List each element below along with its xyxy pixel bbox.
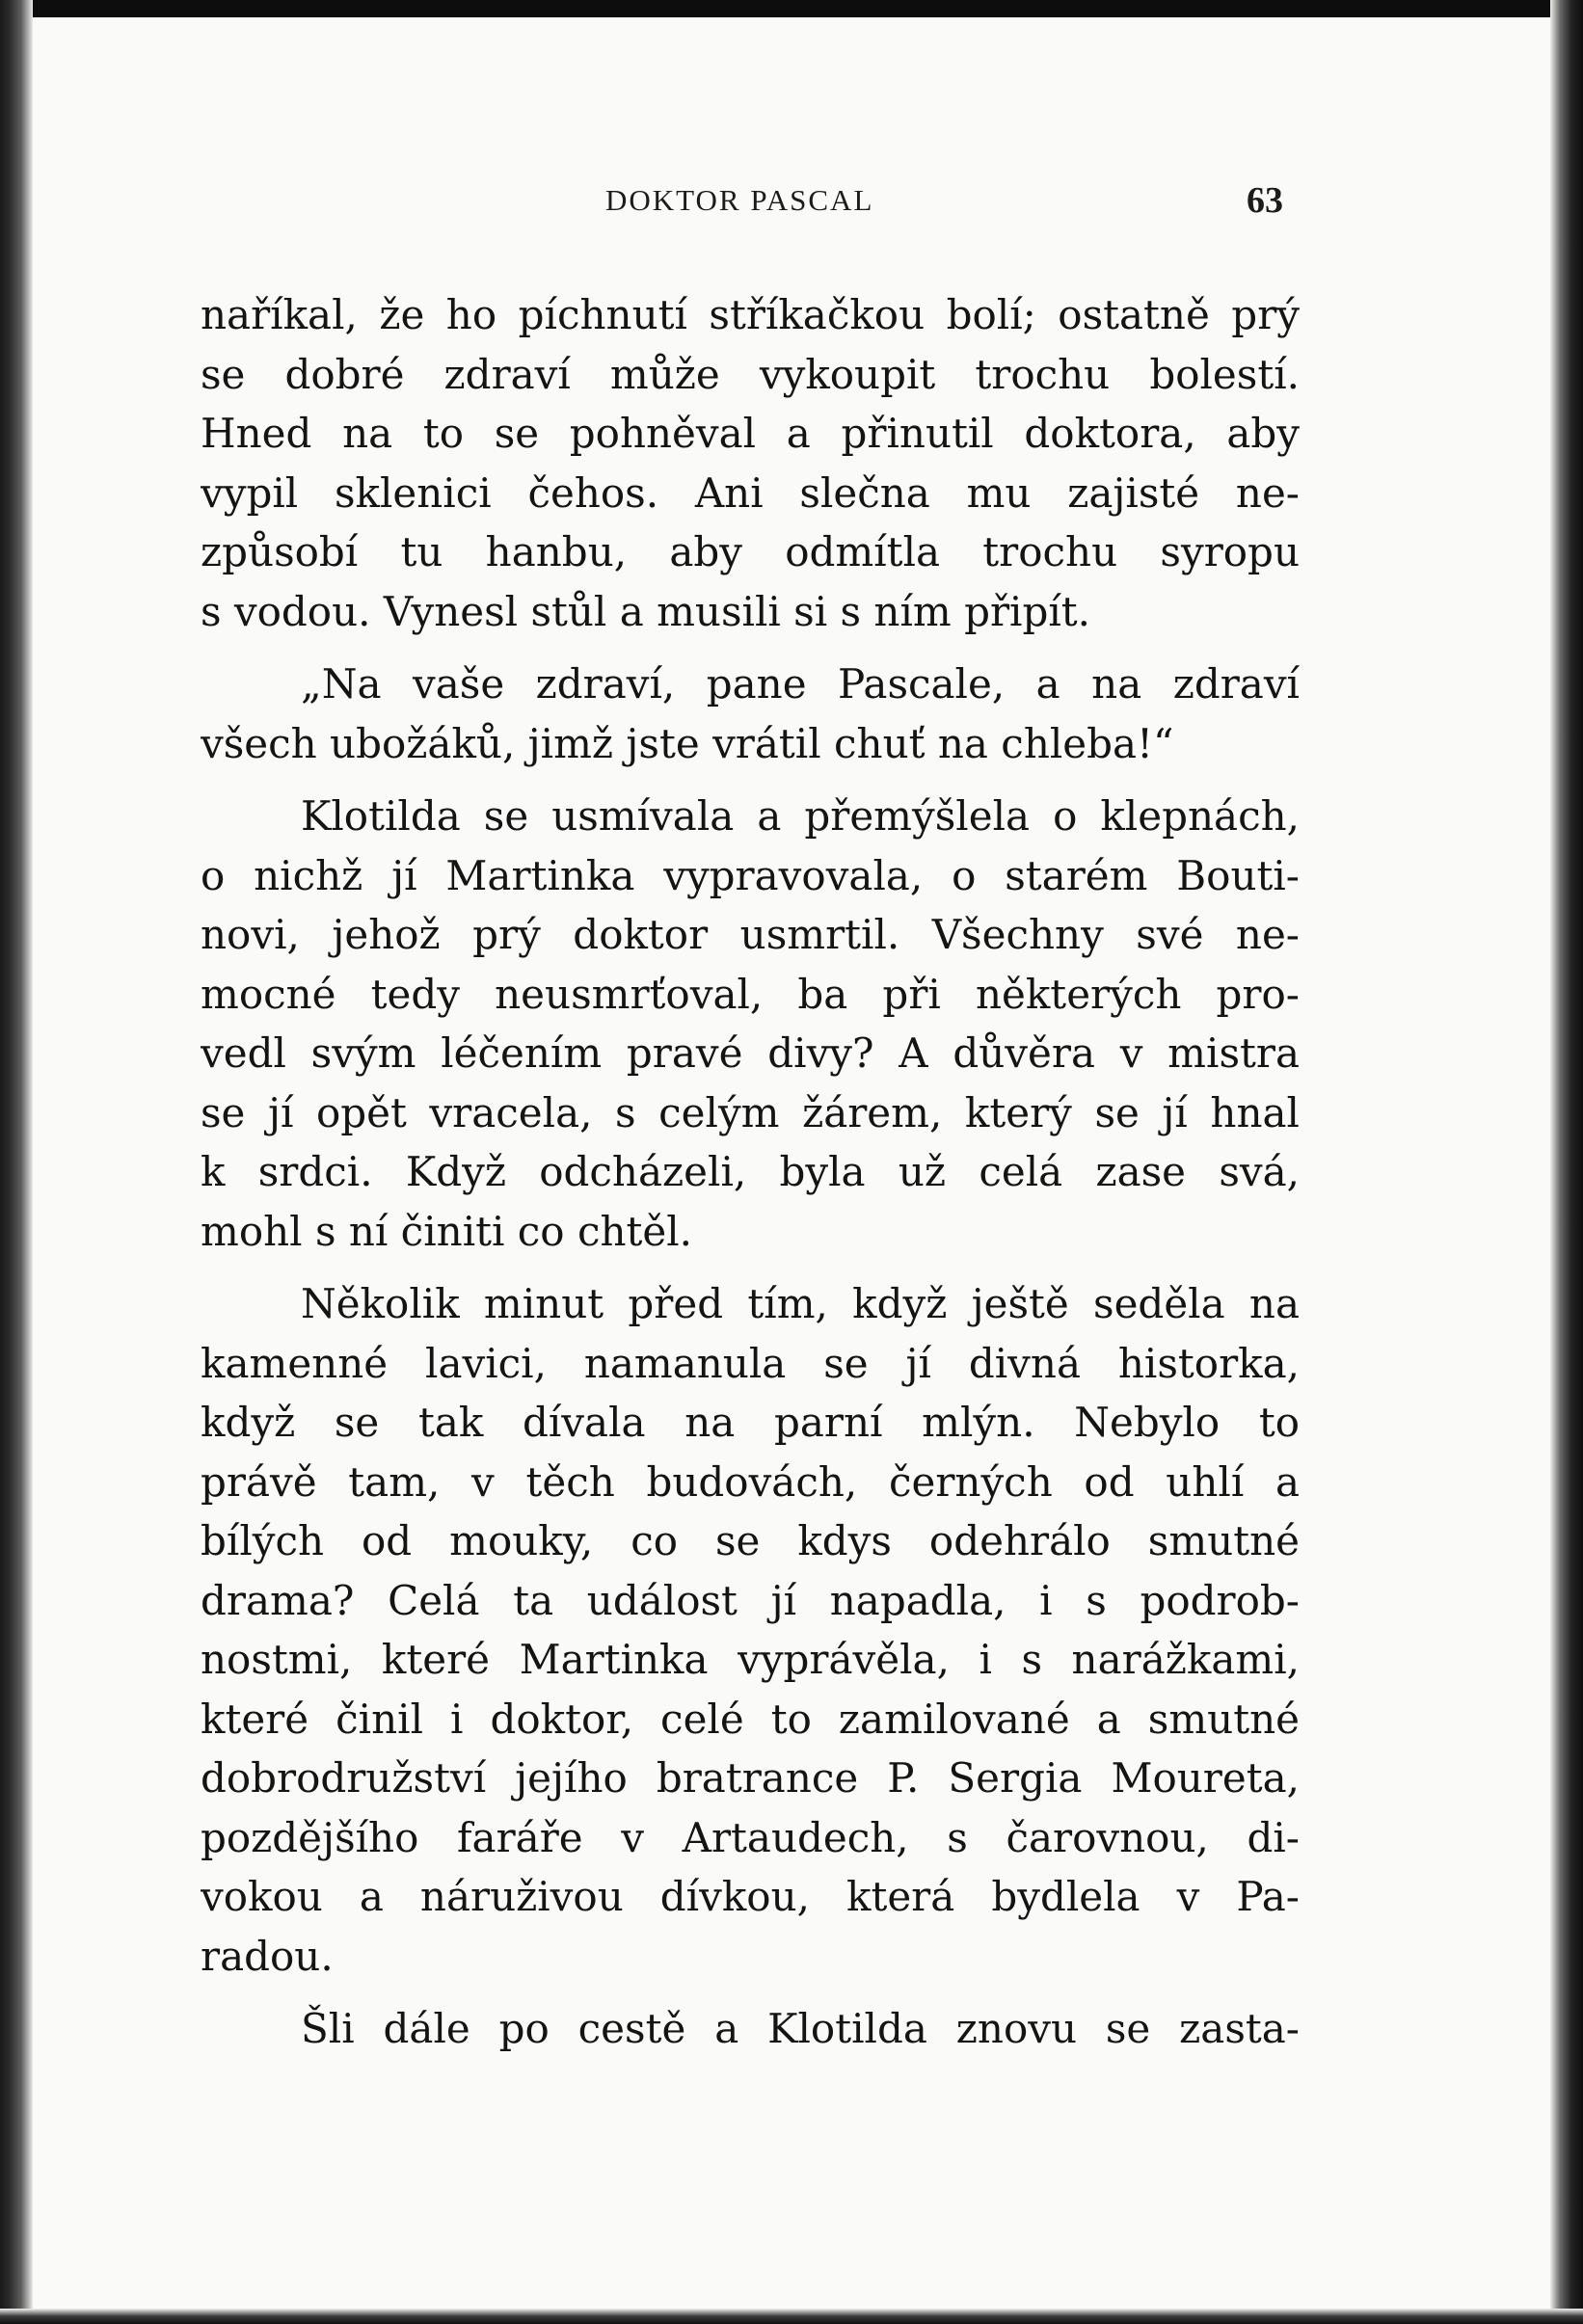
text-line: vypil sklenici čehos. Ani slečna mu zajisté ne- <box>201 468 1300 517</box>
text-line: k srdci. Když odcházeli, byla už celá zase svá, <box>201 1148 1300 1195</box>
paragraph-gap <box>201 1261 1300 1274</box>
text-line: mocné tedy neusmrťoval, ba při některých pro- <box>201 970 1300 1018</box>
text-line: Hned na to se pohněval a přinutil doktora, aby <box>201 410 1300 457</box>
paragraph-gap <box>201 773 1300 787</box>
text-line: způsobí tu hanbu, aby odmítla trochu syropu <box>201 528 1300 575</box>
text-line: radou. <box>201 1932 334 1980</box>
text-line: kamenné lavici, namanula se jí divná historka, <box>201 1339 1300 1387</box>
text-line: drama? Celá ta událost jí napadla, i s podrob- <box>201 1576 1300 1624</box>
text-line: právě tam, v těch budovách, černých od uhlí a <box>201 1457 1300 1506</box>
text-line: naříkal, že ho píchnutí stříkačkou bolí; ostatně prý <box>201 291 1300 338</box>
text-line: o nichž jí Martinka vypravovala, o starém Bouti- <box>201 851 1300 899</box>
scan-left-edge <box>0 0 33 2324</box>
paragraph-gap <box>201 1986 1300 1999</box>
running-title: DOKTOR PASCAL <box>605 183 874 217</box>
text-line: vokou a náruživou dívkou, která bydlela v Pa- <box>201 1873 1300 1920</box>
running-header <box>0 180 1583 231</box>
text-line: mohl s ní činiti co chtěl. <box>201 1207 693 1255</box>
text-line: dobrodružství jejího bratrance P. Sergia Moureta, <box>201 1754 1300 1802</box>
text-line: když se tak dívala na parní mlýn. Nebylo to <box>201 1399 1300 1446</box>
scan-right-edge <box>1550 0 1583 2324</box>
text-line: se jí opět vracela, s celým žárem, který se jí hnal <box>201 1088 1300 1136</box>
text-line: s vodou. Vynesl stůl a musili si s ním připít. <box>201 587 1091 635</box>
scan-top-border <box>0 0 1583 17</box>
text-line: bílých od mouky, co se kdys odehrálo smutné <box>201 1517 1300 1564</box>
paragraph-gap <box>201 641 1300 654</box>
text-line: se dobré zdraví může vykoupit trochu bolestí. <box>201 350 1300 398</box>
text-line: novi, jehož prý doktor usmrtil. Všechny své ne- <box>201 911 1300 958</box>
text-line: Několik minut před tím, když ještě seděla na <box>301 1280 1300 1327</box>
text-line: „Na vaše zdraví, pane Pascale, a na zdraví <box>301 660 1300 708</box>
text-line: Klotilda se usmívala a přemýšlela o klepnách, <box>301 792 1300 840</box>
text-line: Šli dále po cestě a Klotilda znovu se zasta- <box>301 2005 1300 2052</box>
page-number: 63 <box>1247 180 1283 221</box>
scan-bottom-edge <box>0 2309 1583 2324</box>
text-line: které činil i doktor, celé to zamilované a smutné <box>201 1695 1300 1743</box>
text-line: pozdějšího faráře v Artaudech, s čarovnou, di- <box>201 1813 1300 1861</box>
body-text <box>201 285 1300 2059</box>
text-line: nostmi, které Martinka vyprávěla, i s narážkami, <box>201 1636 1300 1683</box>
text-line: vedl svým léčením pravé divy? A důvěra v mistra <box>201 1029 1300 1077</box>
text-line: všech ubožáků, jimž jste vrátil chuť na chleba!“ <box>201 719 1174 767</box>
